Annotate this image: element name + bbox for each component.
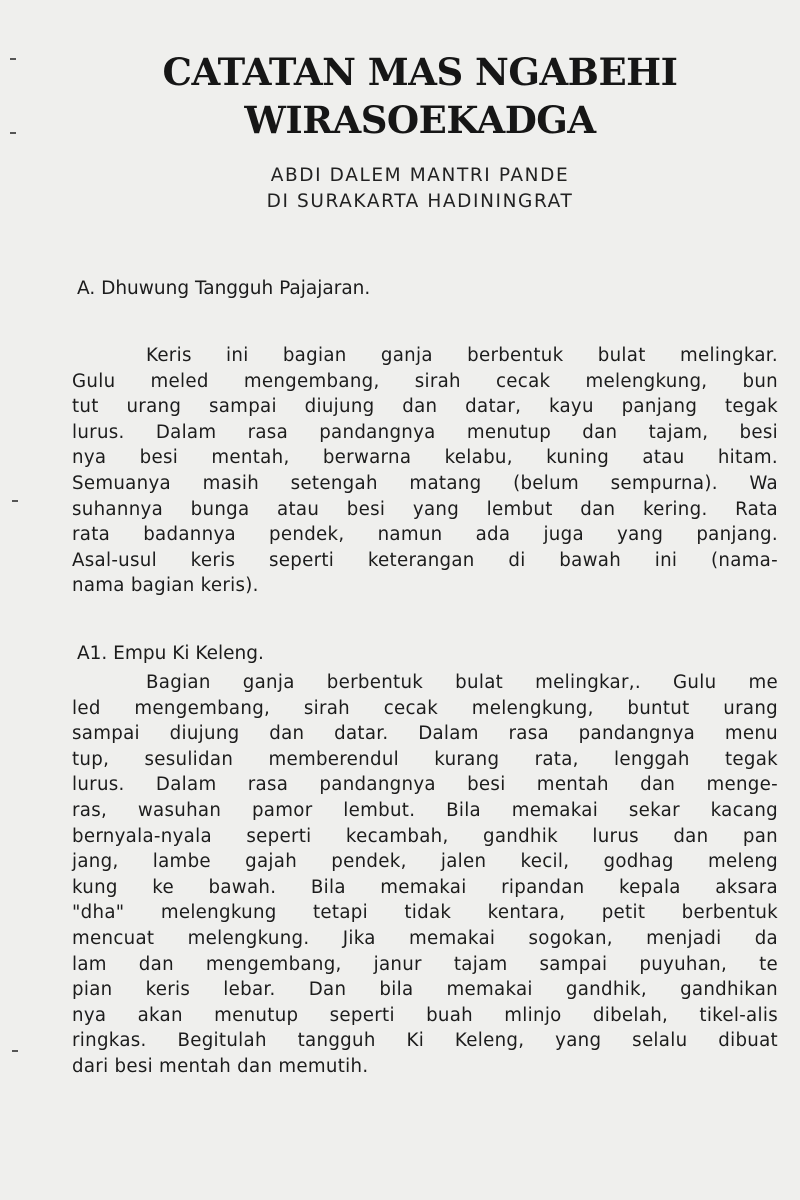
section-a-paragraph xyxy=(72,343,778,599)
paragraph-line: suhannya bunga atau besi yang lembut dan kering. Rata xyxy=(72,498,778,520)
paragraph-line: pian keris lebar. Dan bila memakai gandhik, gandhikan xyxy=(72,979,778,1001)
paragraph-line: nya akan menutup seperti buah mlinjo dibelah, tikel-alis xyxy=(72,1004,778,1026)
paragraph-line: lurus. Dalam rasa pandangnya menutup dan tajam, besi xyxy=(72,421,778,443)
paragraph-line: Bagian ganja berbentuk bulat melingkar,. Gulu me xyxy=(146,672,778,693)
paragraph-line: Keris ini bagian ganja berbentuk bulat melingkar. xyxy=(146,345,778,366)
paragraph-line: lam dan mengembang, janur tajam sampai puyuhan, te xyxy=(72,953,778,975)
paragraph-line: Gulu meled mengembang, sirah cecak melengkung, bun xyxy=(72,370,778,392)
document-title-line-2: WIRASOEKADGA xyxy=(244,98,596,142)
scan-margin-mark xyxy=(12,1050,18,1052)
section-heading-a: A. Dhuwung Tangguh Pajajaran. xyxy=(77,278,371,299)
paragraph-line: mencuat melengkung. Jika memakai sogokan, menjadi da xyxy=(72,927,778,949)
scan-margin-mark xyxy=(10,132,16,134)
paragraph-line: dari besi mentah dan memutih. xyxy=(72,1055,369,1077)
paragraph-line: jang, lambe gajah pendek, jalen kecil, godhag meleng xyxy=(72,851,778,873)
paragraph-line: Semuanya masih setengah matang (belum sempurna). Wa xyxy=(72,472,778,494)
paragraph-line: led mengembang, sirah cecak melengkung, buntut urang xyxy=(72,697,778,719)
scan-margin-mark xyxy=(10,58,16,60)
paragraph-line: nya besi mentah, berwarna kelabu, kuning atau hitam. xyxy=(72,447,778,469)
paragraph-line: sampai diujung dan datar. Dalam rasa pandangnya menu xyxy=(72,723,778,745)
document-subtitle-line-1: ABDI DALEM MANTRI PANDE xyxy=(270,165,570,186)
paragraph-line: ras, wasuhan pamor lembut. Bila memakai sekar kacang xyxy=(72,799,778,821)
paragraph-line: nama bagian keris). xyxy=(72,575,259,597)
paragraph-line: ringkas. Begitulah tangguh Ki Keleng, yang selalu dibuat xyxy=(72,1030,778,1052)
paragraph-line: lurus. Dalam rasa pandangnya besi mentah dan menge- xyxy=(72,774,778,796)
document-title-line-1: CATATAN MAS NGABEHI xyxy=(162,50,678,94)
document-subtitle-line-2: DI SURAKARTA HADININGRAT xyxy=(266,191,574,212)
paragraph-line: tup, sesulidan memberendul kurang rata, lenggah tegak xyxy=(72,748,778,770)
paragraph-line: "dha" melengkung tetapi tidak kentara, petit berbentuk xyxy=(72,902,778,924)
paragraph-line: bernyala-nyala seperti kecambah, gandhik lurus dan pan xyxy=(72,825,778,847)
paragraph-line: Asal-usul keris seperti keterangan di bawah ini (nama- xyxy=(72,549,778,571)
section-a1-paragraph xyxy=(72,670,778,1080)
scan-margin-mark xyxy=(12,500,18,502)
paragraph-line: tut urang sampai diujung dan datar, kayu panjang tegak xyxy=(72,396,778,418)
paragraph-line: rata badannya pendek, namun ada juga yang panjang. xyxy=(72,524,778,546)
section-heading-a1: A1. Empu Ki Keleng. xyxy=(77,643,264,664)
paragraph-line: kung ke bawah. Bila memakai ripandan kepala aksara xyxy=(72,876,778,898)
